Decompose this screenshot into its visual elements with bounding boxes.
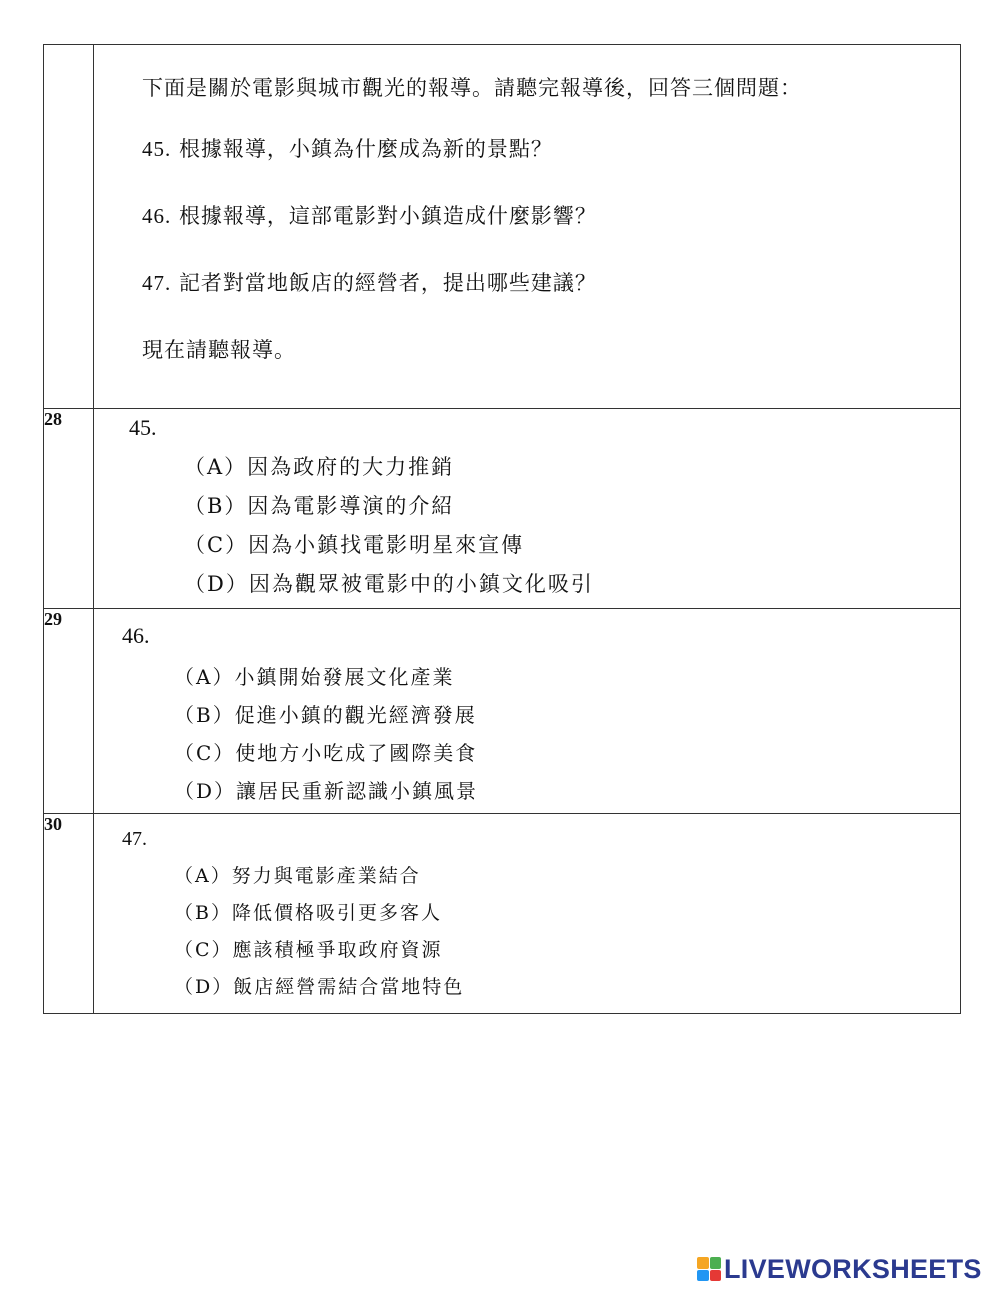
- question-label: 46.: [122, 623, 150, 648]
- intro-text: 下面是關於電影與城市觀光的報導。請聽完報導後，回答三個問題：: [142, 76, 802, 100]
- intro-cell: [94, 45, 961, 409]
- row-number: 28: [44, 409, 94, 609]
- prompt-text: 根據報導，這部電影對小鎮造成什麼影響？: [178, 204, 597, 228]
- option-d[interactable]: （D）讓居民重新認識小鎮風景: [174, 779, 479, 803]
- question-row-28: [44, 409, 961, 609]
- question-cell: [94, 814, 961, 1014]
- option-c[interactable]: （C）使地方小吃成了國際美食: [174, 741, 478, 765]
- question-cell: [94, 609, 961, 814]
- logo-grid-icon: [697, 1257, 721, 1281]
- logo-text: LIVEWORKSHEETS: [724, 1253, 982, 1284]
- option-a[interactable]: （A）小鎮開始發展文化產業: [174, 665, 455, 689]
- prompt-text: 記者對當地飯店的經營者，提出哪些建議？: [178, 271, 597, 295]
- prompt-47: [142, 267, 960, 297]
- prompt-number: 47.: [142, 271, 172, 295]
- intro-number-cell: [44, 45, 94, 409]
- question-cell: [94, 409, 961, 609]
- option-c[interactable]: （C）因為小鎮找電影明星來宣傳: [184, 533, 525, 557]
- question-row-30: [44, 814, 961, 1014]
- question-row-29: [44, 609, 961, 814]
- option-d[interactable]: （D）飯店經營需結合當地特色: [174, 976, 465, 998]
- prompt-text: 根據報導，小鎮為什麼成為新的景點？: [178, 137, 553, 161]
- prompt-number: 45.: [142, 137, 172, 161]
- option-b[interactable]: （B）促進小鎮的觀光經濟發展: [174, 703, 477, 727]
- prompt-number: 46.: [142, 204, 172, 228]
- option-b[interactable]: （B）因為電影導演的介紹: [184, 494, 455, 518]
- question-label: 47.: [122, 828, 147, 850]
- liveworksheets-logo: [697, 1255, 982, 1283]
- option-list: [184, 451, 960, 607]
- logo-square-2: [710, 1257, 722, 1269]
- logo-square-3: [697, 1270, 709, 1282]
- row-number: 29: [44, 609, 94, 814]
- option-list: [174, 861, 960, 1009]
- option-a[interactable]: （A）因為政府的大力推銷: [184, 455, 455, 479]
- worksheet-table: [43, 44, 961, 1014]
- logo-square-4: [710, 1270, 722, 1282]
- option-b[interactable]: （B）降低價格吸引更多客人: [174, 902, 442, 924]
- option-c[interactable]: （C）應該積極爭取政府資源: [174, 939, 443, 961]
- prompt-45: [142, 133, 960, 163]
- intro-row: [44, 45, 961, 409]
- prompt-46: [142, 200, 960, 230]
- closing-text: 現在請聽報導。: [142, 338, 296, 362]
- logo-square-1: [697, 1257, 709, 1269]
- row-number: 30: [44, 814, 94, 1014]
- option-list: [174, 661, 960, 813]
- option-d[interactable]: （D）因為觀眾被電影中的小鎮文化吸引: [184, 572, 594, 596]
- question-label: 45.: [129, 415, 157, 440]
- option-a[interactable]: （A）努力與電影產業結合: [174, 865, 421, 887]
